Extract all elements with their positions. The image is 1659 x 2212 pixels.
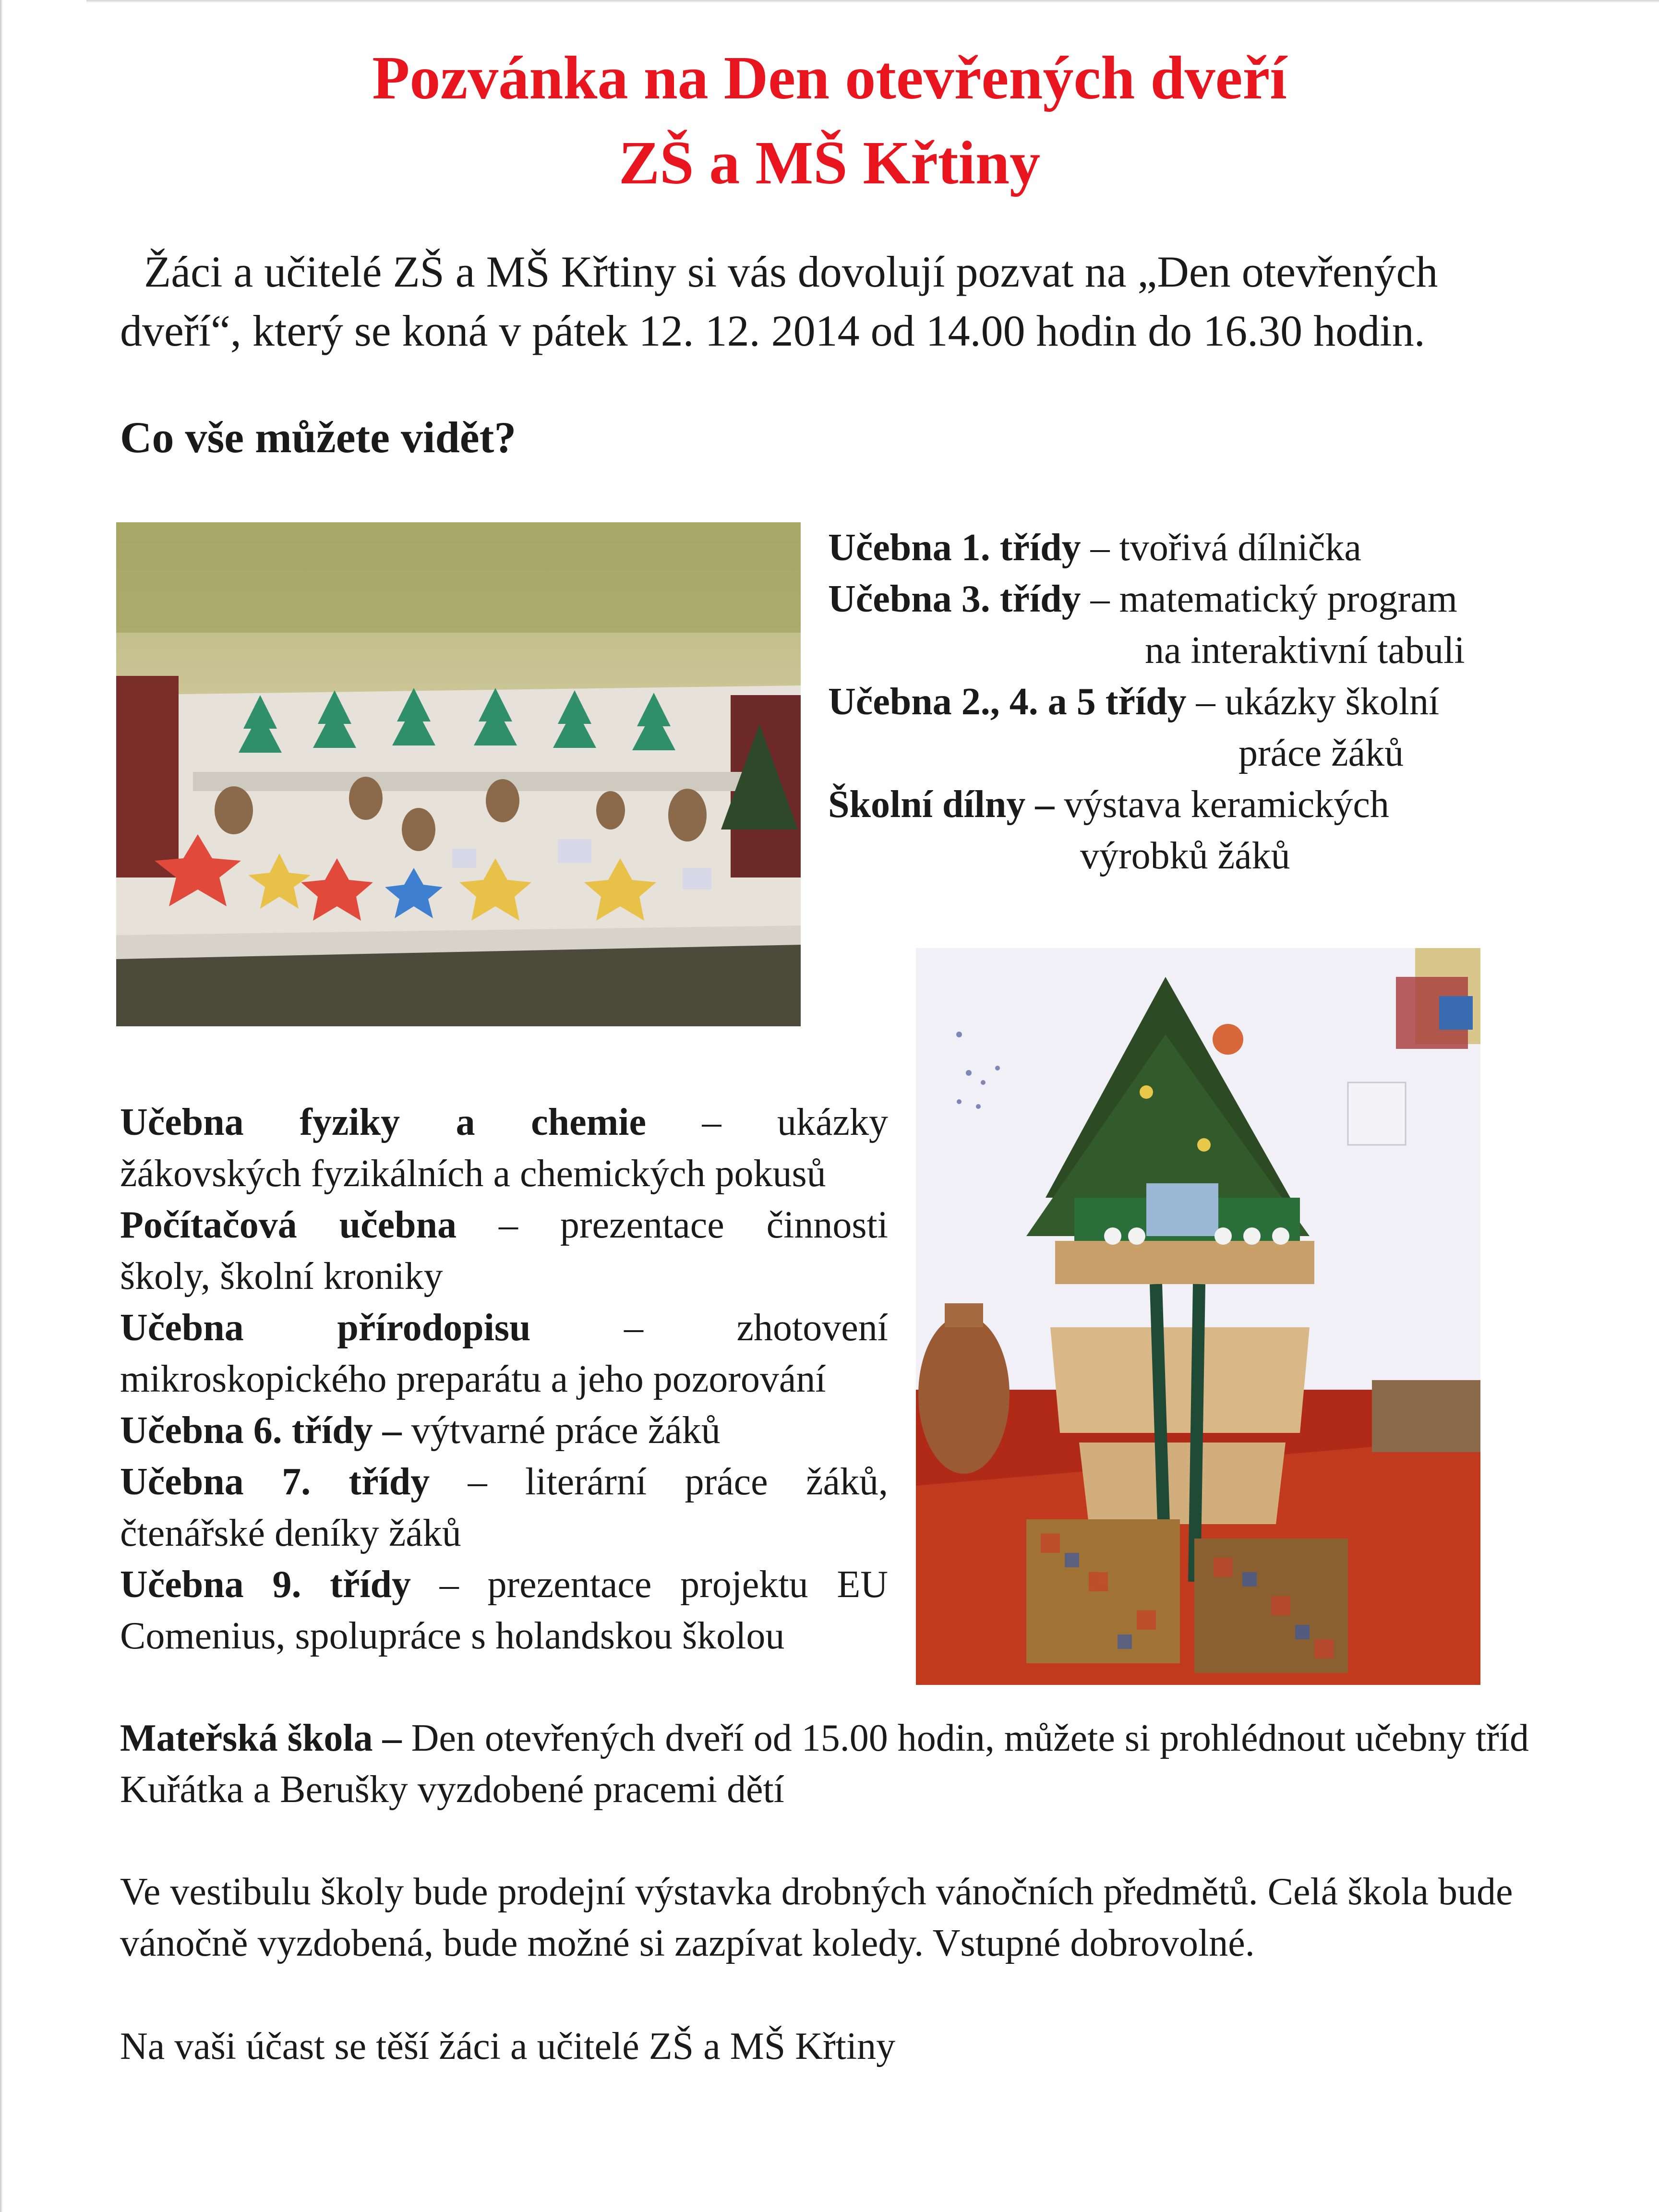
rooms-list-left: [120, 1097, 888, 1662]
vestibule-paragraph: Ve vestibulu školy bude prodejní výstavka drobných vánočních předmětů. Celá škola bude vánočně vyzdobená, bude možné si zazpívat koledy. Vstupné dobrovolné.: [120, 1871, 1513, 1964]
room-description: výtvarné práce žáků: [411, 1409, 721, 1452]
room-entry: [120, 1405, 888, 1456]
room-name: Učebna 1. třídy: [828, 527, 1081, 569]
page-edge-shadow: [0, 0, 3, 2212]
room-description-continued: čtenářské deníky žáků: [120, 1512, 461, 1554]
room-entry: [120, 1200, 888, 1251]
closing-paragraph: Na vaši účast se těší žáci a učitelé ZŠ a MŠ Křtiny: [120, 2025, 896, 2068]
room-entry: [120, 1302, 888, 1354]
room-entry: [828, 522, 1625, 574]
photo-classroom-decorations: [116, 522, 801, 1026]
intro-line: dveří“, který se koná v pátek 12. 12. 2014 od 14.00 hodin do 16.30 hodin.: [120, 306, 1425, 355]
room-entry: [120, 1456, 888, 1508]
room-description-continued: výrobků žáků: [1080, 835, 1290, 877]
section-heading: Co vše můžete vidět?: [120, 413, 517, 462]
intro-line: Žáci a učitelé ZŠ a MŠ Křtiny si vás dovolují pozvat na „Den otevřených: [144, 247, 1438, 296]
room-name: Učebna přírodopisu: [120, 1307, 531, 1349]
room-description-continued: mikroskopického preparátu a jeho pozorování: [120, 1358, 826, 1400]
room-name: Učebna 2., 4. a 5 třídy: [828, 681, 1187, 723]
kindergarten-paragraph: [120, 1713, 1594, 1815]
room-description-continued: na interaktivní tabuli: [1145, 629, 1465, 672]
room-description: – ukázky: [646, 1101, 888, 1143]
room-entry: [120, 1559, 888, 1611]
room-separator: –: [1186, 681, 1225, 723]
room-name: Učebna 9. třídy: [120, 1563, 411, 1606]
room-entry: [828, 676, 1625, 728]
room-description: tvořivá dílnička: [1119, 527, 1361, 569]
room-name: Učebna fyziky a chemie: [120, 1101, 646, 1143]
rooms-list-top: [828, 522, 1625, 882]
room-name: Učebna 3. třídy: [828, 578, 1081, 620]
kindergarten-label: Mateřská škola –: [120, 1717, 411, 1759]
room-description: – prezentace činnosti: [457, 1204, 888, 1246]
room-separator: –: [1081, 578, 1119, 620]
room-description: – zhotovení: [530, 1307, 889, 1349]
room-name: Učebna 6. třídy –: [120, 1409, 411, 1452]
page-edge-shadow-top: [86, 0, 1659, 3]
kindergarten-text: Den otevřených dveří od 15.00 hodin, můžete si prohlédnout učebny tříd Kuřátka a Berušky vyzdobené pracemi dětí: [120, 1717, 1529, 1811]
room-name: Školní dílny –: [828, 783, 1064, 826]
room-description: výstava keramických: [1064, 783, 1389, 826]
intro-paragraph: [120, 242, 1570, 361]
room-name: Učebna 7. třídy: [120, 1461, 430, 1503]
room-description: – prezentace projektu EU: [411, 1563, 889, 1606]
room-description-continued: Comenius, spolupráce s holandskou školou: [120, 1615, 785, 1657]
room-description: – literární práce žáků,: [430, 1461, 888, 1503]
room-description: ukázky školní: [1225, 681, 1440, 723]
room-description-continued: školy, školní kroniky: [120, 1255, 443, 1298]
room-description: matematický program: [1119, 578, 1457, 620]
photo-christmas-stand: [916, 948, 1480, 1685]
room-description-continued: práce žáků: [1238, 732, 1404, 774]
room-description-continued: žákovských fyzikálních a chemických pokusů: [120, 1153, 826, 1195]
page-title: Pozvánka na Den otevřených dveří: [372, 44, 1287, 112]
room-entry: [828, 574, 1625, 625]
page-subtitle: ZŠ a MŠ Křtiny: [618, 129, 1041, 197]
room-name: Počítačová učebna: [120, 1204, 457, 1246]
room-entry: [828, 779, 1625, 830]
room-entry: [120, 1097, 888, 1148]
room-separator: –: [1081, 527, 1119, 569]
